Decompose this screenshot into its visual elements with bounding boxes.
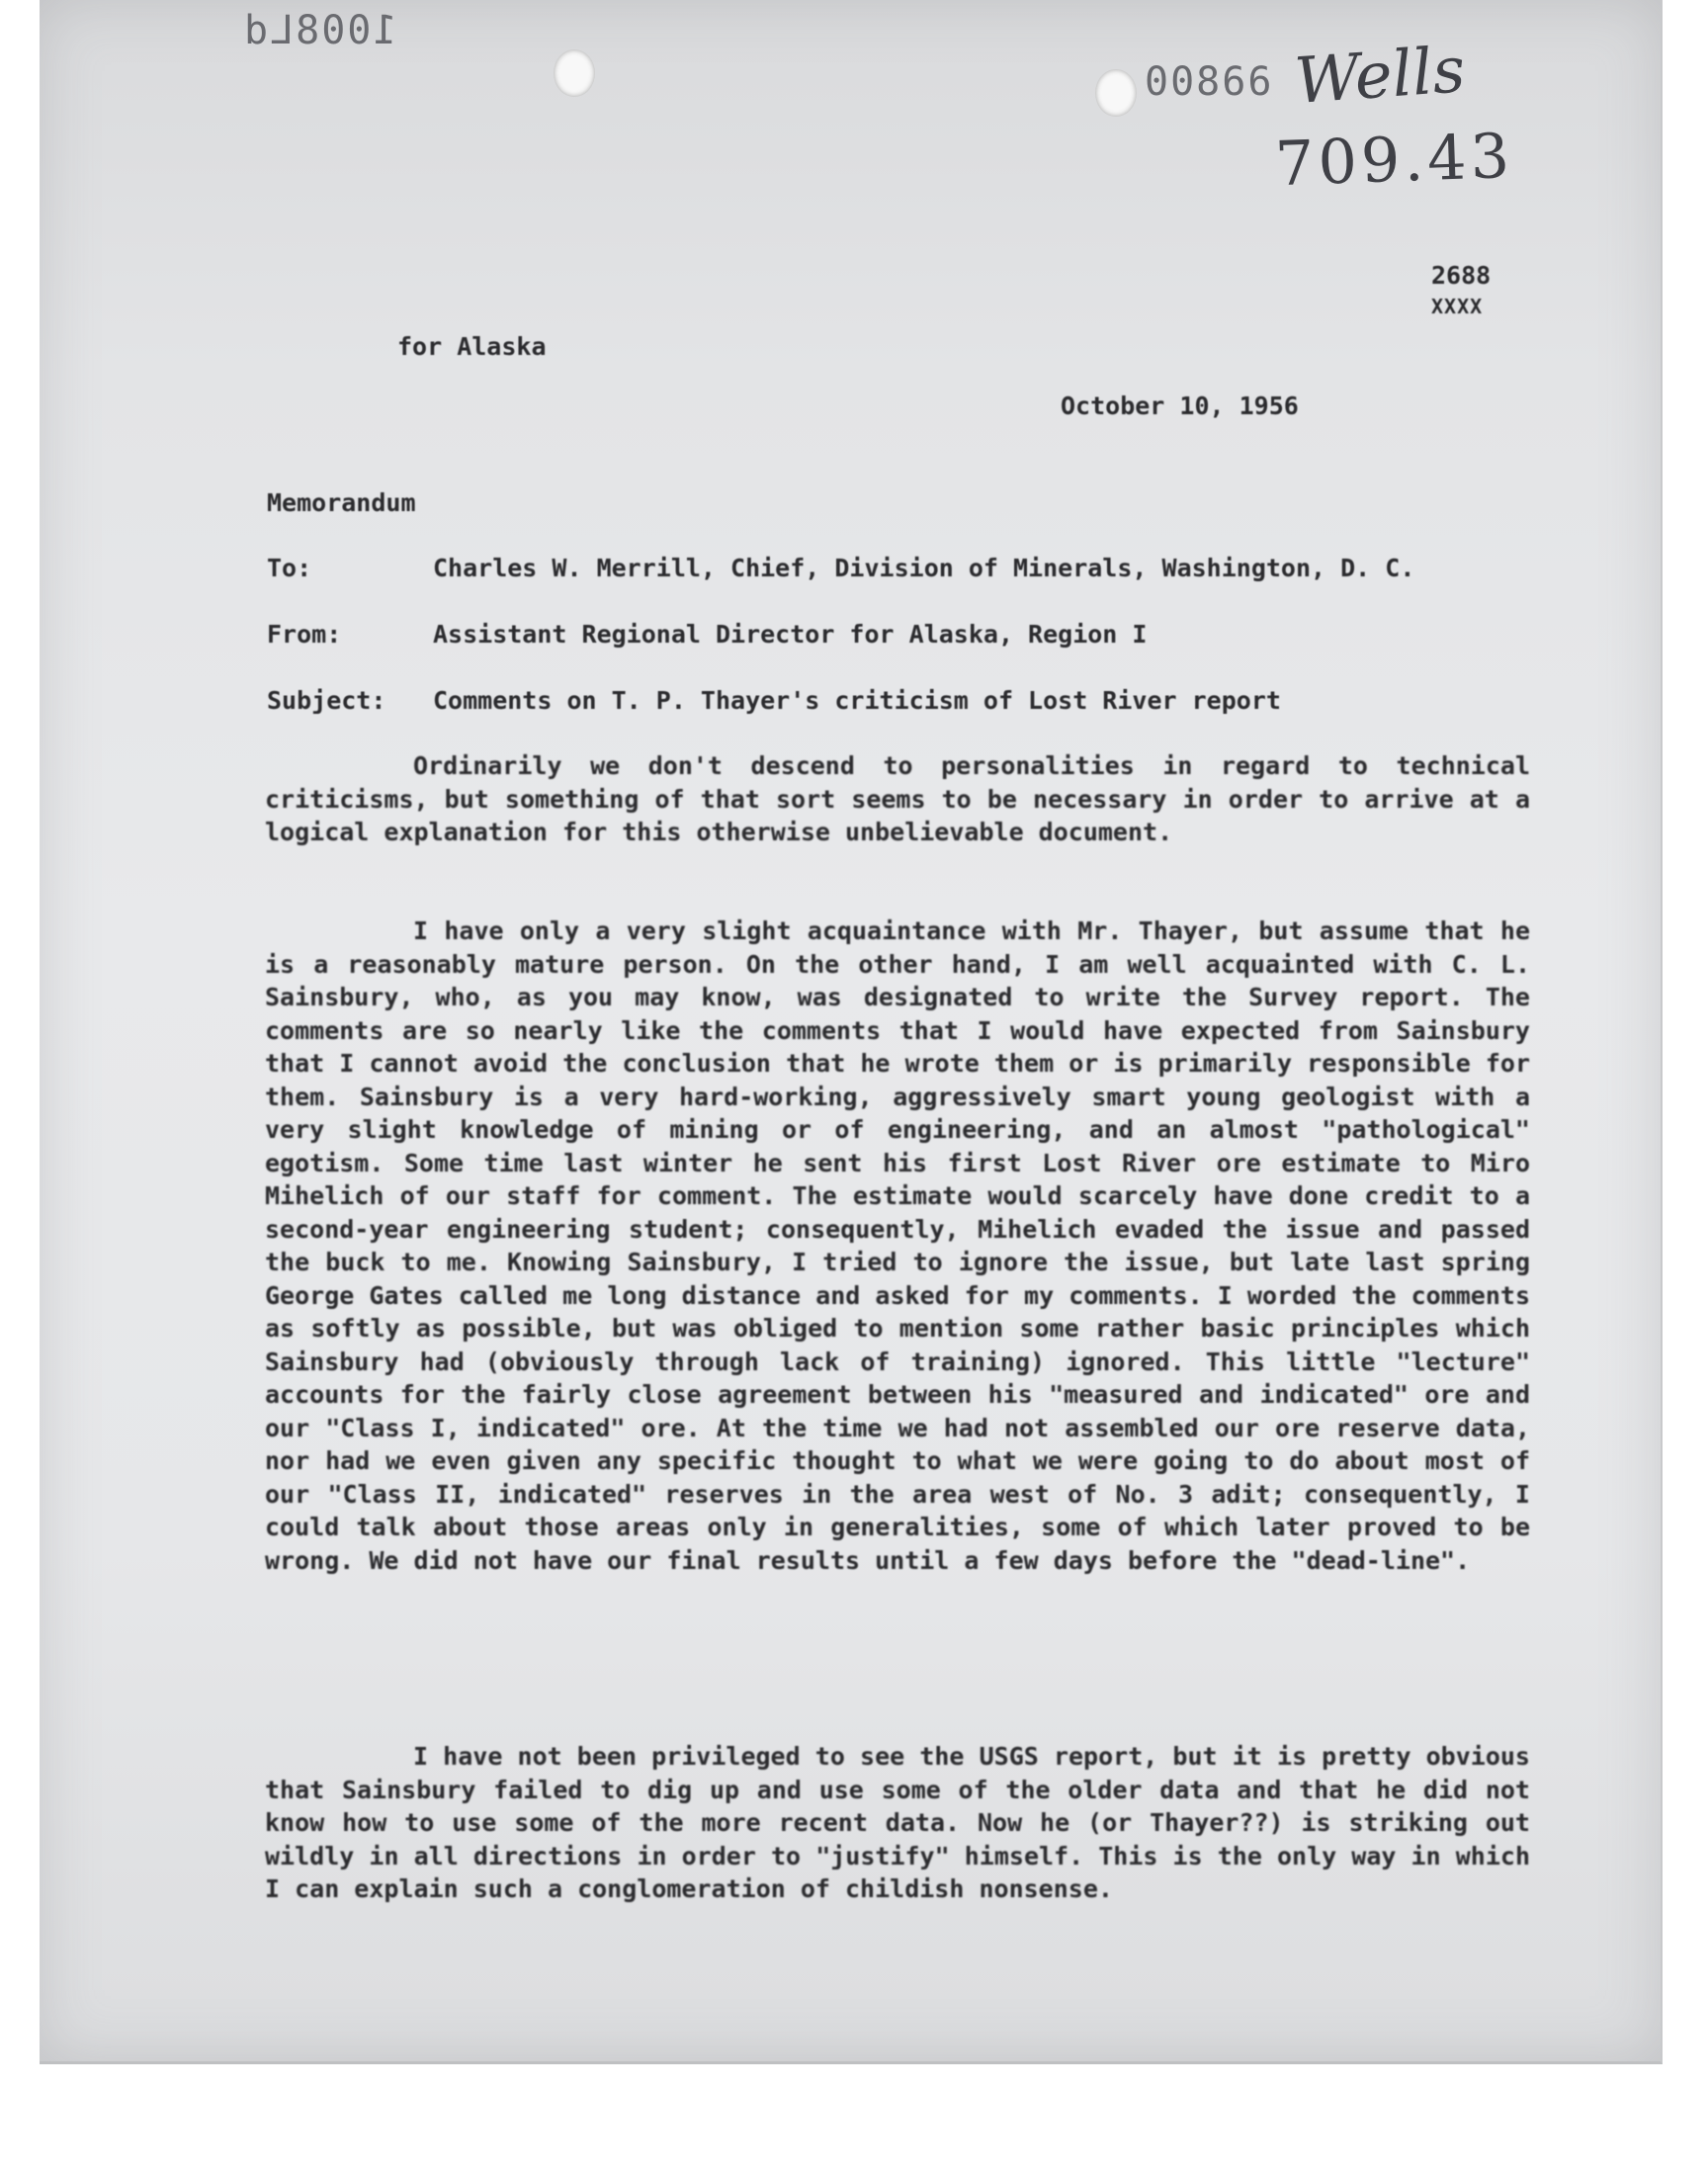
paragraph-1-text: Ordinarily we don't descend to personalities in regard to technical criticisms, but something of that sort seems to be necessary in order to arrive at a logical explanation for this otherwise unbelievable document. xyxy=(265,751,1530,846)
paragraph-2 xyxy=(265,914,1530,1577)
to-label: To: xyxy=(267,554,312,582)
from-field xyxy=(267,618,1147,651)
document-page xyxy=(40,0,1663,2064)
subject-label: Subject: xyxy=(267,686,386,715)
paragraph-2-text: I have only a very slight acquaintance with Mr. Thayer, but assume that he is a reasonably mature person. On the other hand, I am well acquainted with C. L. Sainsbury, who, as you may know, was designated to write the Survey report. The comments are so nearly like the comments that I would have expected from Sainsbury that I cannot avoid the conclusion that he wrote them or is primarily responsible for them. Sainsbury is a very hard-working, aggressively smart young geologist with a very slight knowledge of mining or of engineering, and an almost "pathological" egotism. Some time last winter he sent his first Lost River ore estimate to Miro Mihelich of our staff for comment. The estimate would scarcely have done credit to a second-year engineering student; consequently, Mihelich evaded the issue and passed the buck to me. Knowing Sainsbury, I tried to ignore the issue, but late last spring George Gates called me long distance and asked for my comments. I worded the comments as softly as possible, but was obliged to mention some rather basic principles which Sainsbury had (obviously through lack of training) ignored. This little "lecture" accounts for the fairly close agreement between his "measured and indicated" ore and our "Class I, indicated" ore. At the time we had not assembled our ore reserve data, nor had we even given any specific thought to what we were going to do about most of our "Class II, indicated" reserves in the area west of No. 3 adit; consequently, I could talk about those areas only in generalities, some of which later proved to be wrong. We did not have our final results until a few days before the "dead-line". xyxy=(265,916,1530,1575)
to-field xyxy=(267,552,1414,584)
file-code: XXXX xyxy=(1431,295,1484,318)
from-value: Assistant Regional Director for Alaska, Region I xyxy=(433,620,1148,649)
file-number: 2688 xyxy=(1431,261,1492,290)
office-line: for Alaska xyxy=(397,332,547,361)
subject-field xyxy=(267,684,1281,717)
paragraph-1 xyxy=(265,749,1530,849)
from-label: From: xyxy=(267,620,342,649)
stamp-top-left: 1008Ld xyxy=(242,8,397,53)
to-value: Charles W. Merrill, Chief, Division of Minerals, Washington, D. C. xyxy=(433,554,1415,582)
handwritten-name: Wells xyxy=(1292,34,1468,119)
subject-value: Comments on T. P. Thayer's criticism of Lost River report xyxy=(433,686,1281,715)
punch-hole-left xyxy=(554,49,595,97)
memo-heading: Memorandum xyxy=(267,488,416,517)
handwritten-number: 709.43 xyxy=(1273,119,1515,201)
paragraph-3-text: I have not been privileged to see the USGS report, but it is pretty obvious that Sainsbury failed to dig up and use some of the older data and that he did not know how to use some of the more recent data. Now he (or Thayer??) is striking out wildly in all directions in order to "justify" himself. This is the only way in which I can explain such a conglomeration of childish nonsense. xyxy=(265,1742,1530,1903)
memo-date: October 10, 1956 xyxy=(1061,392,1299,420)
stamp-top-right: 00866 xyxy=(1145,59,1274,105)
punch-hole-right xyxy=(1095,69,1137,117)
paragraph-3 xyxy=(265,1740,1530,1906)
